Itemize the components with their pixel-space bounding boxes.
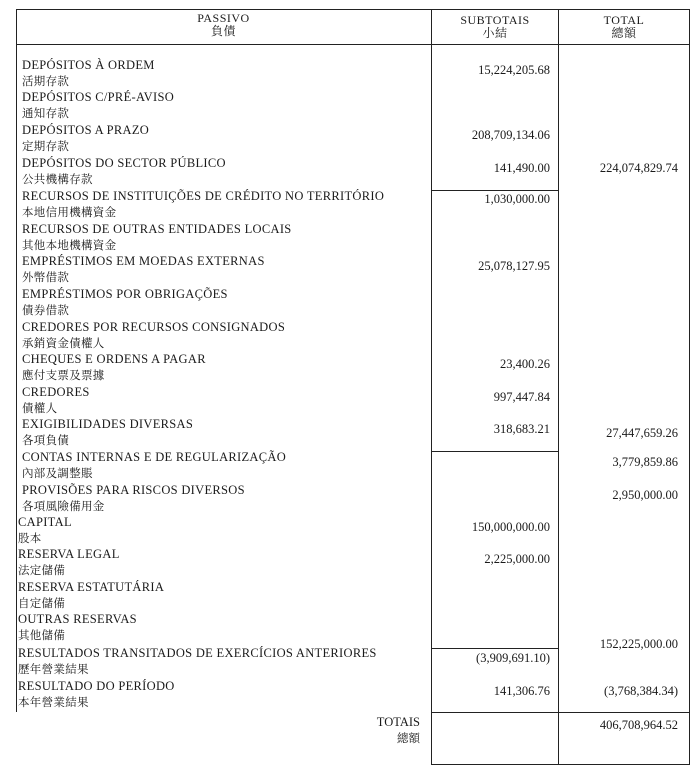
row-label-pt: RESULTADO DO PERÍODO — [18, 679, 175, 693]
header-subtotais-label: SUBTOTAIS — [460, 13, 530, 27]
row-label — [18, 514, 72, 546]
row-label — [22, 482, 245, 514]
row-subtotal: 15,224,205.68 — [478, 63, 550, 77]
row-label — [22, 253, 265, 285]
row-label-zh: 活期存款 — [22, 74, 70, 88]
row-label-pt: EMPRÉSTIMOS EM MOEDAS EXTERNAS — [22, 254, 265, 268]
row-label-zh: 本年營業結果 — [18, 695, 89, 709]
row-label-pt: DEPÓSITOS À ORDEM — [22, 58, 155, 72]
row-subtotal: 318,683.21 — [493, 422, 550, 436]
row-subtotal: 23,400.26 — [500, 357, 550, 371]
row-total: 2,950,000.00 — [612, 488, 678, 502]
header-bottom-border — [16, 44, 690, 45]
row-label-pt: RECURSOS DE INSTITUIÇÕES DE CRÉDITO NO TERRITÓRIO — [22, 189, 385, 203]
row-subtotal: 997,447.84 — [493, 390, 550, 404]
row-label-zh: 公共機構存款 — [22, 172, 93, 186]
row-label-pt: DEPÓSITOS DO SECTOR PÚBLICO — [22, 156, 226, 170]
row-label — [22, 188, 384, 220]
row-label — [18, 645, 377, 677]
header-total — [558, 14, 690, 40]
row-label-zh: 法定儲備 — [18, 563, 66, 577]
row-label-zh: 各項負債 — [22, 433, 70, 447]
row-label-pt: EXIGIBILIDADES DIVERSAS — [22, 417, 194, 431]
row-total: 152,225,000.00 — [599, 637, 678, 651]
row-label-pt: RESERVA ESTATUTÁRIA — [18, 580, 165, 594]
totals-label-zh: 總額 — [397, 731, 420, 745]
row-label-zh: 內部及調整賬 — [22, 466, 93, 480]
row-label-pt: EMPRÉSTIMOS POR OBRIGAÇÕES — [22, 287, 228, 301]
row-label-zh: 歷年營業結果 — [18, 662, 89, 676]
row-label-pt: CAPITAL — [18, 515, 72, 529]
row-label-pt: CREDORES POR RECURSOS CONSIGNADOS — [22, 320, 286, 334]
header-passivo-label: PASSIVO — [197, 11, 250, 25]
subtotal-separator-1 — [431, 190, 559, 191]
row-label-zh: 股本 — [18, 531, 42, 545]
row-label-zh: 通知存款 — [22, 106, 70, 120]
row-label — [22, 286, 228, 318]
header-total-label: TOTAL — [603, 13, 645, 27]
row-label-pt: RESERVA LEGAL — [18, 547, 120, 561]
row-label-pt: RESULTADOS TRANSITADOS DE EXERCÍCIOS ANTERIORES — [18, 646, 377, 660]
row-label-zh: 債權人 — [22, 401, 58, 415]
row-label — [22, 122, 149, 154]
row-label-zh: 外幣借款 — [22, 270, 70, 284]
totals-bottom-border — [431, 764, 690, 765]
header-subtotais-zh: 小結 — [482, 26, 508, 40]
row-label-pt: CREDORES — [22, 385, 90, 399]
row-label-pt: CONTAS INTERNAS E DE REGULARIZAÇÃO — [22, 450, 287, 464]
row-label — [18, 579, 164, 611]
row-subtotal: 141,306.76 — [493, 684, 550, 698]
row-total: 27,447,659.26 — [606, 426, 678, 440]
header-total-zh: 總額 — [611, 26, 637, 40]
row-label — [22, 221, 292, 253]
row-label — [22, 416, 193, 448]
left-border — [16, 9, 17, 712]
row-label-pt: DEPÓSITOS C/PRÉ-AVISO — [22, 90, 175, 104]
row-label-zh: 各項風險備用金 — [22, 499, 105, 513]
row-label — [18, 546, 120, 578]
subtotal-separator-2 — [431, 451, 559, 452]
row-label — [22, 351, 206, 383]
row-total: 3,779,859.86 — [612, 455, 678, 469]
row-label — [22, 89, 174, 121]
header-passivo-zh: 負債 — [210, 24, 236, 38]
row-label-zh: 應付支票及票據 — [22, 368, 105, 382]
row-label — [22, 449, 286, 481]
row-label — [22, 384, 90, 416]
row-subtotal: 1,030,000.00 — [484, 192, 550, 206]
row-label — [22, 155, 226, 187]
row-subtotal: 141,490.00 — [493, 161, 550, 175]
row-subtotal: 2,225,000.00 — [484, 552, 550, 566]
row-label-zh: 定期存款 — [22, 139, 70, 153]
totals-label — [340, 714, 420, 746]
totals-value: 406,708,964.52 — [599, 718, 678, 732]
row-label — [22, 57, 155, 89]
row-subtotal: (3,909,691.10) — [476, 651, 550, 665]
row-total: 224,074,829.74 — [599, 161, 678, 175]
row-label — [22, 319, 285, 351]
row-label-pt: OUTRAS RESERVAS — [18, 612, 137, 626]
row-label — [18, 678, 175, 710]
header-passivo — [16, 12, 431, 38]
header-subtotais — [431, 14, 559, 40]
row-label-zh: 其他本地機構資金 — [22, 238, 117, 252]
top-border — [16, 9, 690, 10]
row-label-pt: PROVISÕES PARA RISCOS DIVERSOS — [22, 483, 245, 497]
row-label-zh: 其他儲備 — [18, 628, 66, 642]
row-subtotal: 25,078,127.95 — [478, 259, 550, 273]
row-label-zh: 債券借款 — [22, 303, 70, 317]
row-label-pt: DEPÓSITOS A PRAZO — [22, 123, 150, 137]
right-border — [689, 9, 690, 765]
row-label-pt: RECURSOS DE OUTRAS ENTIDADES LOCAIS — [22, 222, 292, 236]
row-label-zh: 自定儲備 — [18, 596, 66, 610]
totals-label-pt: TOTAIS — [376, 715, 420, 729]
subtotal-separator-3 — [431, 648, 559, 649]
row-label — [18, 611, 137, 643]
totals-top-border — [431, 712, 690, 713]
row-subtotal: 150,000,000.00 — [471, 520, 550, 534]
row-label-zh: 本地信用機構資金 — [22, 205, 117, 219]
row-label-pt: CHEQUES E ORDENS A PAGAR — [22, 352, 206, 366]
row-label-zh: 承銷資金債權人 — [22, 336, 105, 350]
row-total: (3,768,384.34) — [604, 684, 678, 698]
row-subtotal: 208,709,134.06 — [471, 128, 550, 142]
